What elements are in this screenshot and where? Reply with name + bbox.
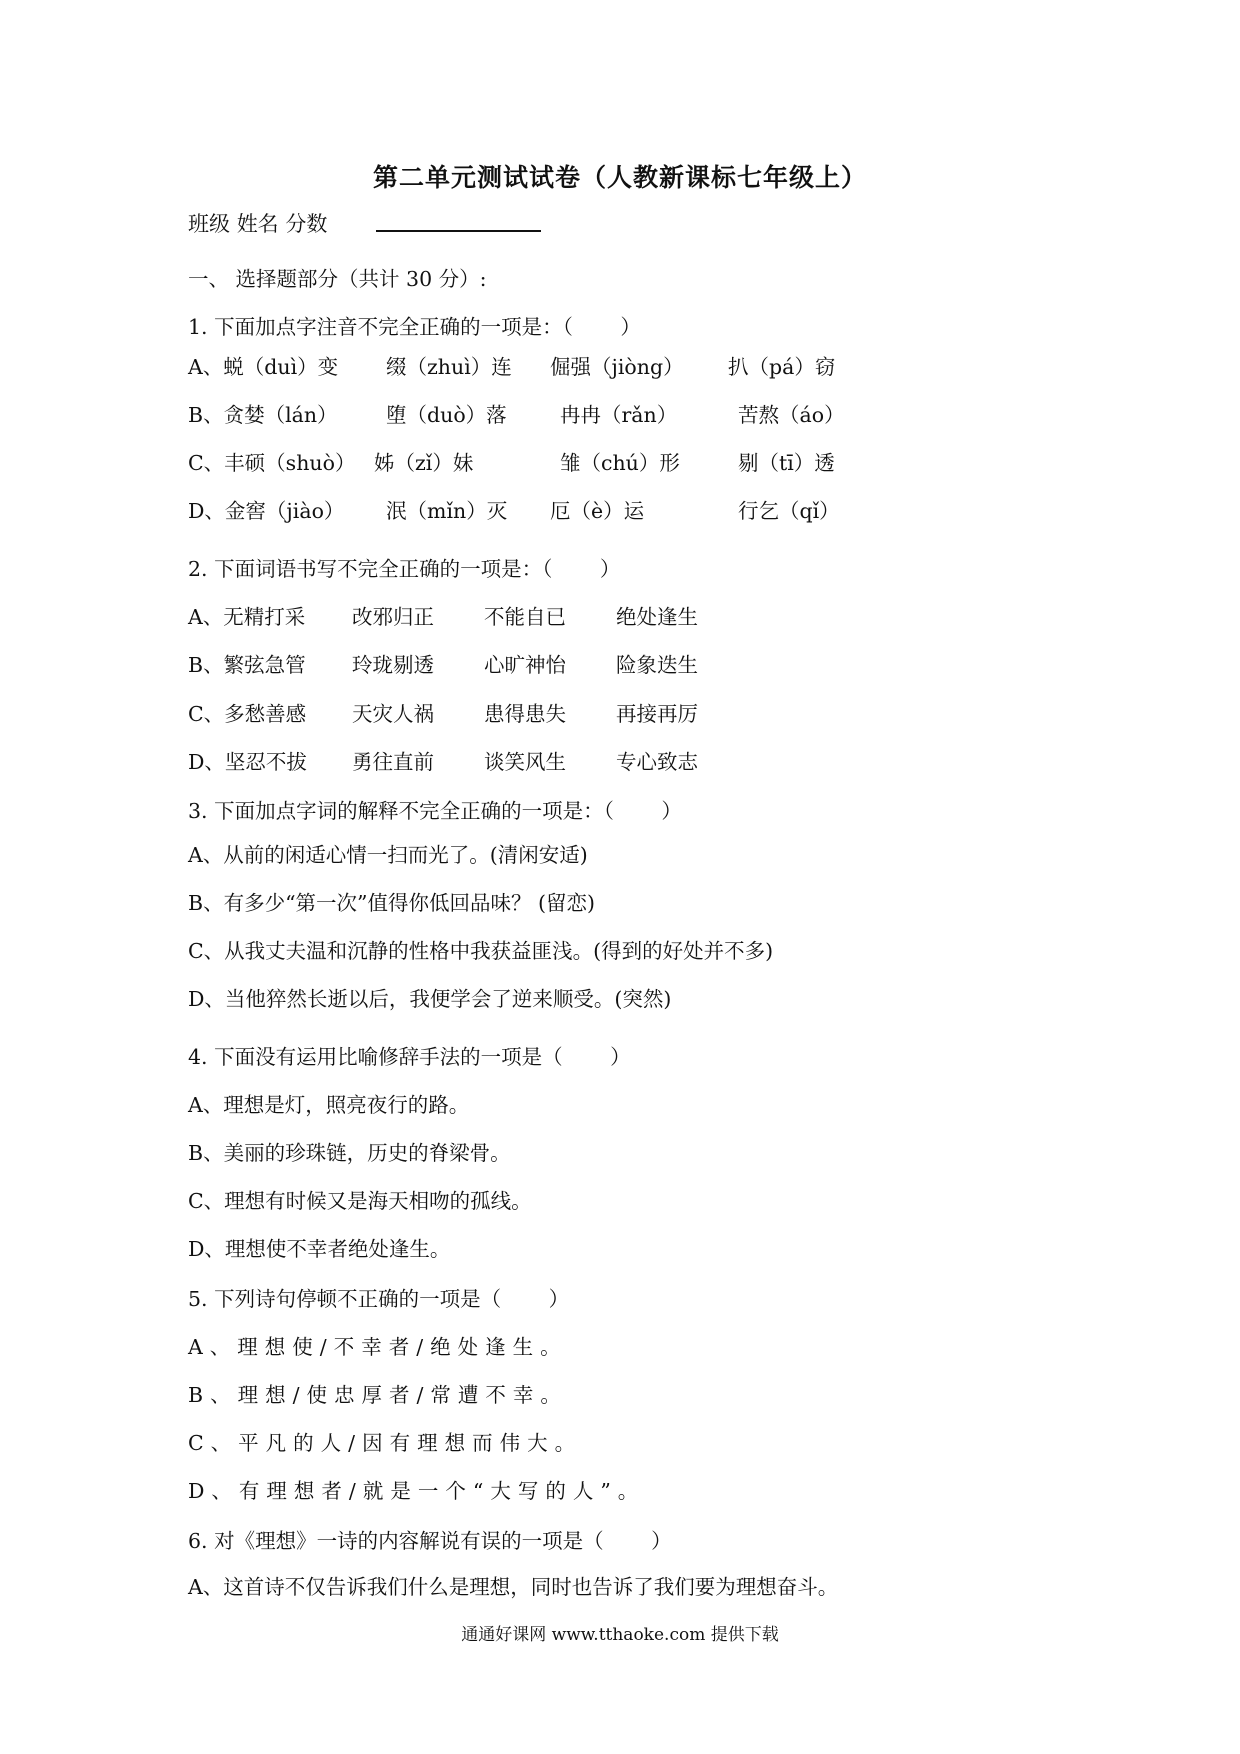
score-blank	[376, 208, 541, 232]
q1-b-2: 堕（duò）落	[386, 403, 507, 427]
q2-a-3: 不能自已	[484, 605, 566, 629]
q5-stem: 5. 下列诗句停顿不正确的一项是（ ）	[188, 1287, 570, 1311]
q1-b-1: B、贪婪（lán）	[188, 403, 338, 427]
q2-b-2: 玲珑剔透	[352, 653, 434, 677]
q1-stem: 1. 下面加点字注音不完全正确的一项是：（ ）	[188, 315, 641, 339]
q2-a-2: 改邪归正	[352, 605, 434, 629]
section-heading: 一、 选择题部分（共计 30 分）:	[188, 267, 487, 291]
q1-d-2: 泯（mǐn）灭	[386, 499, 508, 523]
score-label: 分数	[285, 212, 328, 236]
q2-d-2: 勇往直前	[352, 750, 434, 774]
footer-credit: 通通好课网 www.tthaoke.com 提供下载	[461, 1625, 779, 1645]
q1-c-3: 雏（chú）形	[560, 451, 680, 475]
q5-option-a: A、理想使/不幸者/绝处逢生。	[188, 1335, 568, 1359]
q2-d-1: D、坚忍不拔	[188, 750, 307, 774]
q1-a-3: 倔强（jiòng）	[550, 355, 684, 379]
q6-stem: 6. 对《理想》一诗的内容解说有误的一项是（ ）	[188, 1529, 672, 1553]
q2-c-3: 患得患失	[484, 702, 566, 726]
q1-c-2: 姊（zǐ）妹	[374, 451, 474, 475]
q5-option-c: C、平凡的人/因有理想而伟大。	[188, 1431, 583, 1455]
q2-a-4: 绝处逢生	[616, 605, 698, 629]
page-title: 第二单元测试试卷（人教新课标七年级上）	[372, 163, 867, 192]
q4-option-b: B、美丽的珍珠链，历史的脊梁骨。	[188, 1141, 511, 1165]
q1-d-4: 行乞（qǐ）	[738, 499, 840, 523]
q1-b-3: 冉冉（rǎn）	[560, 403, 678, 427]
q3-option-a: A、从前的闲适心情一扫而光了。(清闲安适)	[188, 843, 588, 867]
q2-c-4: 再接再厉	[616, 702, 698, 726]
q4-stem: 4. 下面没有运用比喻修辞手法的一项是（ ）	[188, 1045, 631, 1069]
q2-b-1: B、繁弦急管	[188, 653, 306, 677]
q2-b-3: 心旷神怡	[484, 653, 566, 677]
q2-c-1: C、多愁善感	[188, 702, 307, 726]
q2-a-1: A、无精打采	[188, 605, 306, 629]
q4-option-d: D、理想使不幸者绝处逢生。	[188, 1237, 451, 1261]
q1-b-4: 苦熬（áo）	[738, 403, 845, 427]
q6-option-a: A、这首诗不仅告诉我们什么是理想，同时也告诉了我们要为理想奋斗。	[188, 1575, 839, 1599]
q4-option-c: C、理想有时候又是海天相吻的孤线。	[188, 1189, 532, 1213]
q1-d-3: 厄（è）运	[550, 499, 645, 523]
q5-option-b: B、理想/使忠厚者/常遭不幸。	[188, 1383, 568, 1407]
q3-stem: 3. 下面加点字词的解释不完全正确的一项是：（ ）	[188, 799, 682, 823]
q2-b-4: 险象迭生	[616, 653, 698, 677]
class-label: 班级	[188, 212, 230, 236]
q1-a-4: 扒（pá）窃	[728, 355, 836, 379]
q2-d-3: 谈笑风生	[484, 750, 566, 774]
q1-c-1: C、丰硕（shuò）	[188, 451, 356, 475]
q1-d-1: D、金窖（jiào）	[188, 499, 345, 523]
q3-option-c: C、从我丈夫温和沉静的性格中我获益匪浅。(得到的好处并不多)	[188, 939, 774, 963]
q2-stem: 2. 下面词语书写不完全正确的一项是：（ ）	[188, 557, 621, 581]
q1-a-1: A、蜕（duì）变	[188, 355, 339, 379]
q1-a-2: 缀（zhuì）连	[386, 355, 512, 379]
q3-option-b: B、有多少“第一次”值得你低回品味？ (留恋)	[188, 891, 596, 915]
q3-option-d: D、当他猝然长逝以后，我便学会了逆来顺受。(突然)	[188, 987, 672, 1011]
q2-d-4: 专心致志	[616, 750, 698, 774]
q2-c-2: 天灾人祸	[352, 702, 434, 726]
student-info-row	[188, 208, 327, 238]
q1-c-4: 剔（tī）透	[738, 451, 835, 475]
name-label: 姓名	[236, 212, 279, 236]
q4-option-a: A、理想是灯，照亮夜行的路。	[188, 1093, 470, 1117]
q5-option-d: D、有理想者/就是一个“大写的人”。	[188, 1479, 646, 1503]
